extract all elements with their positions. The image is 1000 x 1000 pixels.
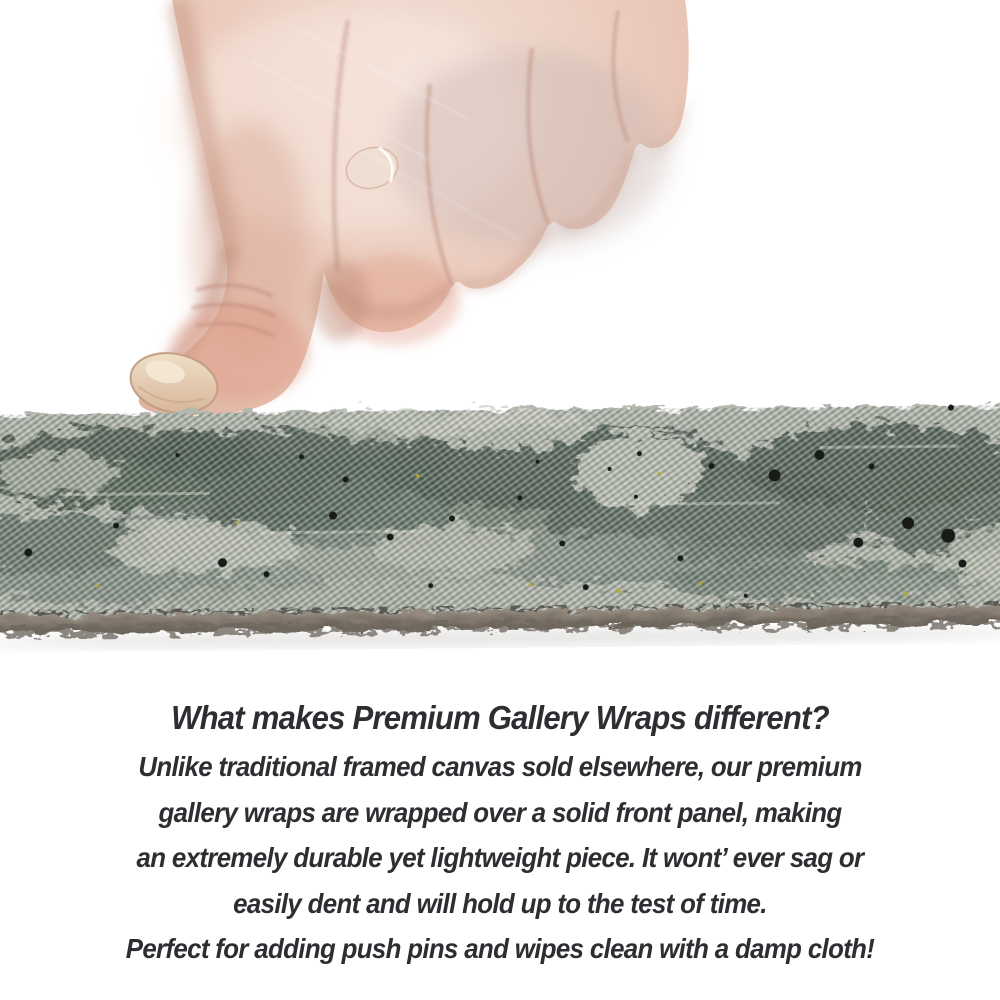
- marketing-copy: [30, 697, 970, 972]
- body-line: Perfect for adding push pins and wipes clean with a damp cloth!: [125, 933, 875, 964]
- body-line: Unlike traditional framed canvas sold elsewhere, our premium: [138, 751, 862, 782]
- body-line: gallery wraps are wrapped over a solid front panel, making: [158, 796, 842, 828]
- headline: What makes Premium Gallery Wraps different?: [171, 699, 829, 736]
- body-line: an extremely durable yet lightweight piece. It wont’ ever sag or: [136, 842, 864, 873]
- body-line: easily dent and will hold up to the test of time.: [233, 887, 767, 919]
- canvas-strip: [0, 404, 1000, 651]
- canvas-grain: [0, 405, 1000, 621]
- hand-photo: [125, 0, 689, 421]
